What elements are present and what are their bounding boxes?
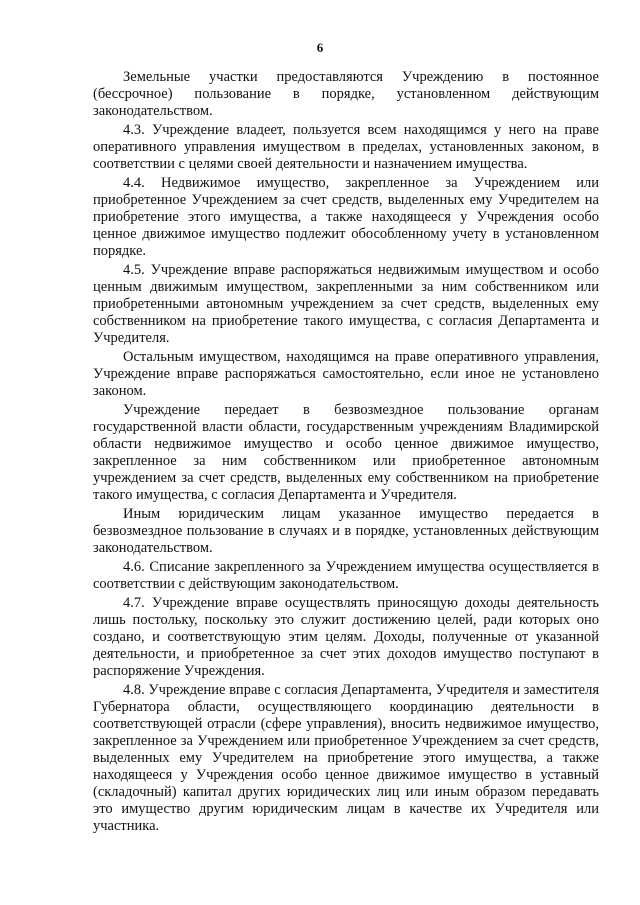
paragraph-4-5: 4.5. Учреждение вправе распоряжаться недвижимым имуществом и особо ценным движимым имуществом, закрепленными за ним собственником или приобретенными автономным учреждением за счет средств, выделенных ему собственником на приобретение такого имущества, с согласия Департамента и Учредителя. [93,262,599,346]
paragraph-remaining-property: Остальным имуществом, находящимся на праве оперативного управления, Учреждение вправе распоряжаться самостоятельно, если иное не установлено законом. [93,349,599,399]
paragraph-land-plots: Земельные участки предоставляются Учреждению в постоянное (бессрочное) пользование в порядке, установленном действующим законодательством. [93,69,599,119]
paragraph-4-7: 4.7. Учреждение вправе осуществлять приносящую доходы деятельность лишь постольку, поскольку это служит достижению целей, ради которых оно создано, и соответствующую этим целям. Доходы, полученные от указанной деятельности, и приобретенное за счет этих доходов имущество поступают в распоряжение Учреждения. [93,595,599,679]
page-number: 6 [316,40,324,55]
paragraph-4-4: 4.4. Недвижимое имущество, закрепленное за Учреждением или приобретенное Учреждением за счет средств, выделенных ему Учредителем на приобретение этого имущества, а также находящееся у Учреждения особо ценное движимое имущество подлежит обособленному учету в установленном порядке. [93,175,599,259]
paragraph-free-use-transfer: Учреждение передает в безвозмездное пользование органам государственной власти области, государственным учреждениям Владимирской области недвижимое имущество и особо ценное движимое имущество, закрепленное за ним собственником или приобретенное автономным учреждением за счет средств, выделенных ему собственником на приобретение такого имущества, с согласия Департамента и Учредителя. [93,402,599,503]
paragraph-4-6: 4.6. Списание закрепленного за Учреждением имущества осуществляется в соответствии с действующим законодательством. [93,559,599,592]
paragraph-4-3: 4.3. Учреждение владеет, пользуется всем находящимся у него на праве оперативного управления имуществом в пределах, установленных законом, в соответствии с целями своей деятельности и назначением имущества. [93,122,599,172]
paragraph-other-legal-entities: Иным юридическим лицам указанное имущество передается в безвозмездное пользование в случаях и в порядке, установленных действующим законодательством. [93,506,599,556]
document-body [93,69,599,837]
paragraph-4-8: 4.8. Учреждение вправе с согласия Департамента, Учредителя и заместителя Губернатора области, осуществляющего координацию деятельности в соответствующей отрасли (сфере управления), вносить недвижимое имущество, закрепленное за Учреждением или приобретенное Учреждением за счет средств, выделенных ему Учредителем на приобретение этого имущества, а также находящееся у Учреждения особо ценное движимое имущество в уставный (складочный) капитал других юридических лиц или иным образом передавать это имущество другим юридическим лицам в качестве их Учредителя или участника. [93,682,599,834]
